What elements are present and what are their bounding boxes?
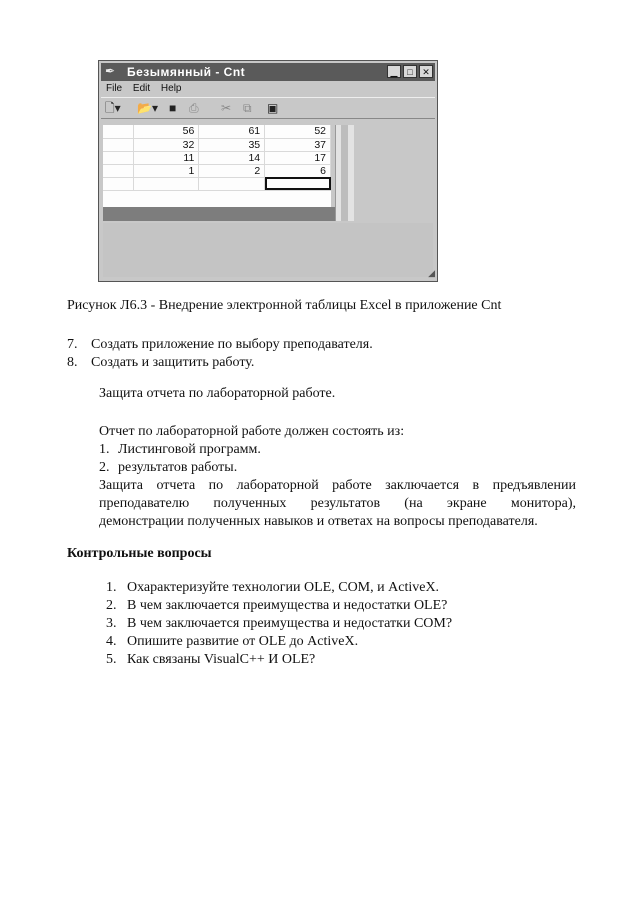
question-text: В чем заключается преимущества и недостатки COM? xyxy=(127,616,453,631)
table-row xyxy=(103,177,331,190)
table-cell xyxy=(103,138,133,151)
question-number: 3. xyxy=(106,616,117,631)
embedded-spreadsheet xyxy=(103,125,331,221)
report-item-number: 2. xyxy=(99,460,110,475)
report-intro: Отчет по лабораторной работе должен состоять из: xyxy=(99,424,405,439)
feather-icon: ✒ xyxy=(105,64,116,78)
table-cell: 17 xyxy=(265,151,331,164)
question-number: 2. xyxy=(106,598,117,613)
selected-cell xyxy=(265,177,331,190)
defense-paragraph-line: демонстрации полученных навыков и ответах на вопросы преподавателя. xyxy=(99,514,538,529)
figure-caption: Рисунок Л6.3 - Внедрение электронной таблицы Excel в приложение Cnt xyxy=(67,298,502,313)
table-row xyxy=(103,125,331,138)
close-icon: ✕ xyxy=(419,65,433,78)
toolbar xyxy=(101,97,435,119)
table-cell: 32 xyxy=(133,138,199,151)
table-cell: 56 xyxy=(133,125,199,138)
table-cell: 2 xyxy=(199,164,265,177)
menu-help: Help xyxy=(160,83,182,94)
spreadsheet-table xyxy=(103,125,331,191)
menu-edit: Edit xyxy=(132,83,151,94)
table-cell xyxy=(199,177,265,190)
window-workspace xyxy=(103,223,433,277)
report-item-text: Листинговой программ. xyxy=(118,442,261,457)
table-cell xyxy=(103,164,133,177)
minimize-icon: ▁ xyxy=(387,65,401,78)
print-icon: ⎙ xyxy=(189,101,199,115)
question-number: 1. xyxy=(106,580,117,595)
question-number: 5. xyxy=(106,652,117,667)
question-text: Охарактеризуйте технологии OLE, COM, и ActiveX. xyxy=(127,580,440,595)
table-cell: 6 xyxy=(265,164,331,177)
table-row xyxy=(103,151,331,164)
sheet-tab-band xyxy=(103,207,339,221)
figure-screenshot xyxy=(98,60,438,282)
step-number: 7. xyxy=(67,337,78,352)
defense-paragraph-line: Защита отчета по лабораторной работе заключается в предъявлении xyxy=(99,478,576,493)
table-cell: 35 xyxy=(199,138,265,151)
window-titlebar xyxy=(101,63,435,81)
maximize-icon: □ xyxy=(403,65,417,78)
new-icon: 🗋▾ xyxy=(105,101,121,115)
cut-icon: ✂ xyxy=(221,101,232,115)
question-text: Опишите развитие от OLE до ActiveX. xyxy=(127,634,359,649)
defense-heading: Защита отчета по лабораторной работе. xyxy=(99,386,336,401)
table-cell: 61 xyxy=(199,125,265,138)
step-text: Создать приложение по выбору преподавателя. xyxy=(91,337,373,352)
table-cell xyxy=(103,177,133,190)
table-cell xyxy=(103,125,133,138)
question-number: 4. xyxy=(106,634,117,649)
copy-icon: ⧉ xyxy=(243,101,252,115)
table-row xyxy=(103,164,331,177)
table-cell xyxy=(103,151,133,164)
resize-grip-icon: ◢ xyxy=(428,268,435,278)
menu-bar xyxy=(101,82,435,96)
window-title: Безымянный - Cnt xyxy=(127,65,246,79)
table-cell: 37 xyxy=(265,138,331,151)
defense-paragraph-line: преподавателю полученных результатов (на экране монитора), xyxy=(99,496,576,511)
table-cell: 14 xyxy=(199,151,265,164)
step-text: Создать и защитить работу. xyxy=(91,355,255,370)
menu-file: File xyxy=(106,83,123,94)
questions-heading: Контрольные вопросы xyxy=(67,546,212,561)
table-cell: 1 xyxy=(133,164,199,177)
paste-icon: ▣ xyxy=(267,101,279,115)
question-text: Как связаны VisualC++ И OLE? xyxy=(127,652,316,667)
spreadsheet-scrollbar xyxy=(335,125,354,221)
report-item-number: 1. xyxy=(99,442,110,457)
open-icon: 📂▾ xyxy=(137,101,158,115)
table-row xyxy=(103,138,331,151)
question-text: В чем заключается преимущества и недостатки OLE? xyxy=(127,598,448,613)
table-cell: 52 xyxy=(265,125,331,138)
table-cell: 11 xyxy=(133,151,199,164)
table-cell xyxy=(133,177,199,190)
save-icon: ■ xyxy=(169,101,177,115)
step-number: 8. xyxy=(67,355,78,370)
report-item-text: результатов работы. xyxy=(118,460,238,475)
